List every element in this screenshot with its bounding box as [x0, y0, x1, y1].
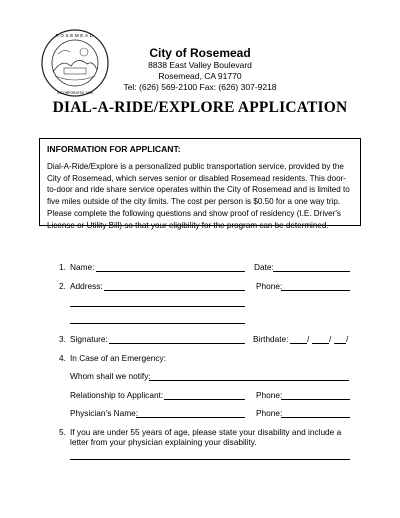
name-label: Name: [70, 262, 95, 272]
address-line-2-field[interactable] [70, 306, 245, 307]
phone-field[interactable] [281, 290, 350, 291]
phone-fax: Tel: (626) 569-2100 Fax: (626) 307-9218 [123, 82, 277, 92]
seal-text-bottom: INCORPORATED 1959 [57, 91, 93, 95]
disability-instructions: If you are under 55 years of age, please state your disability and include a letter from your physician explaining your disability. [70, 427, 342, 447]
info-box-heading: INFORMATION FOR APPLICANT: [47, 144, 181, 154]
q5-number: 5. [59, 427, 66, 437]
physician-field[interactable] [136, 417, 245, 418]
physician-phone-label: Phone: [256, 408, 283, 418]
notify-field[interactable] [149, 380, 349, 381]
address-field[interactable] [104, 290, 245, 291]
birthdate-slash: / [346, 334, 349, 344]
signature-label: Signature: [70, 334, 108, 344]
emergency-phone-field[interactable] [281, 399, 350, 400]
q1-number: 1. [59, 262, 66, 272]
birthdate-label: Birthdate: [253, 334, 289, 344]
emergency-heading: In Case of an Emergency: [70, 353, 166, 363]
name-field[interactable] [96, 271, 245, 272]
relationship-label: Relationship to Applicant: [70, 390, 164, 400]
info-box [39, 138, 361, 230]
city-seal-icon [40, 28, 110, 98]
seal-text-top: ROSEMEAD [55, 33, 95, 38]
physician-phone-field[interactable] [281, 417, 350, 418]
q3-number: 3. [59, 334, 66, 344]
q2-number: 2. [59, 281, 66, 291]
birth-month-field[interactable] [290, 343, 307, 344]
q4-number: 4. [59, 353, 66, 363]
notify-label: Whom shall we notify: [70, 371, 151, 381]
emergency-phone-label: Phone: [256, 390, 283, 400]
date-field[interactable] [273, 271, 350, 272]
signature-field[interactable] [109, 343, 245, 344]
disability-field[interactable] [70, 459, 350, 460]
address-line-3-field[interactable] [70, 323, 245, 324]
birth-year-field[interactable] [334, 343, 346, 344]
address-line1: 8838 East Valley Boulevard [148, 60, 252, 70]
relationship-field[interactable] [164, 399, 245, 400]
address-label: Address: [70, 281, 103, 291]
date-label: Date: [254, 262, 274, 272]
birthdate-slash: / [307, 334, 310, 344]
birthdate-slash: / [329, 334, 332, 344]
city-name: City of Rosemead [149, 46, 251, 60]
phone-label: Phone: [256, 281, 283, 291]
page-title: DIAL-A-RIDE/EXPLORE APPLICATION [52, 99, 348, 116]
birth-day-field[interactable] [312, 343, 329, 344]
physician-label: Physician’s Name: [70, 408, 139, 418]
address-line2: Rosemead, CA 91770 [158, 71, 242, 81]
info-box-body: Dial-A-Ride/Explore is a personalized public transportation service, provided by the City of Rosemead, which serves senior or disabled Rosemead residents. This door-to-door and ride share service operates within the City of Rosemead and is limited to five miles outside of the city limits. The cost per person is $0.50 for a one way trip. Please complete the following questions and show proof of residency (I.E. Driver's License or Utility Bill) so that your eligibility for the program can be determined. [47, 162, 350, 230]
